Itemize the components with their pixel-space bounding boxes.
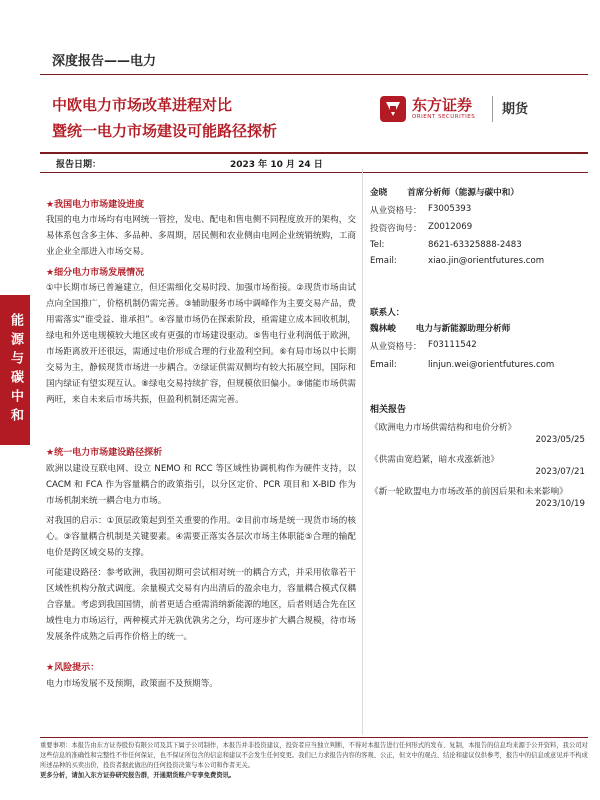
analyst-email-link[interactable]: xiao.jin@orientfutures.com [428, 256, 545, 266]
footer-divider [40, 737, 588, 738]
orient-logo-icon [380, 88, 570, 128]
related-item[interactable] [370, 421, 585, 445]
report-date-value: 2023 年 10 月 24 日 [230, 160, 323, 170]
analyst-block [370, 186, 585, 266]
contact-block [370, 306, 585, 370]
company-logo [380, 88, 570, 128]
section-body-path [46, 461, 356, 645]
related-date: 2023/07/21 [535, 467, 585, 477]
footer-tail: 更多分析，请加入东方证券研究报告群，开通期货账户专享免费资讯。 [40, 772, 236, 779]
analyst-name: 金晓 [370, 188, 388, 198]
analyst-row: 从业资格号： F3005393 [370, 204, 472, 216]
section-paragraph: 欧洲以建设互联电网、设立 NEMO 和 RCC 等区域性协调机构作为硬件支持，以 CACM 和 FCA 作为容量耦合的政策指引，以分区定价、PCR 项目和 X-BID 作为市场机制来统一耦合电力市场。 [46, 464, 356, 506]
sector-tab [0, 295, 30, 445]
section-body-risk [46, 676, 356, 692]
report-date-row [40, 152, 588, 173]
related-title: 《欧洲电力市场供需结构和电价分析》 [370, 423, 517, 433]
section-heading-risk: ★风险提示： [46, 663, 100, 673]
related-heading: 相关报告 [370, 405, 407, 415]
footer-disclaimer [40, 741, 588, 781]
title-line-1: 中欧电力市场改革进程对比 [52, 96, 233, 114]
related-date: 2023/05/25 [535, 435, 585, 445]
title-line-2: 暨统一电力市场建设可能路径探析 [52, 122, 278, 140]
contact-email-link[interactable]: linjun.wei@orientfutures.com [428, 360, 555, 370]
related-title: 《供需由宽趋紧，暗水戎涨新池》 [370, 455, 499, 465]
analyst-row: 投资咨询号： Z0012069 [370, 222, 473, 234]
contact-row: Email: linjun.wei@orientfutures.com [370, 360, 555, 370]
section-body-submarkets [46, 280, 356, 408]
logo-sub: 期货 [502, 102, 529, 117]
section-paragraph: 可能建设路径：参考欧洲，我国初期可尝试相对统一的耦合方式，并采用依靠若干区域性机构分散式调度。余量模式交易有内出清后的盈余电力，容量耦合模式仅耦合容量。考虑到我国国情，前者更适合亟需消纳新能源的地区，后者则适合先在区域性电力市场运行，两种模式并无孰优孰劣之分，均可逐步扩大耦合规模，待市场发展条件成熟之后再作价格上的统一。 [46, 568, 356, 642]
logo-brand-en: ORIENT SECURITIES [412, 114, 476, 120]
contact-label: 联系人： [370, 308, 405, 318]
report-type-label: 深度报告——电力 [52, 54, 157, 69]
contact-row: 从业资格号： F03111542 [370, 340, 477, 352]
column-divider [362, 168, 363, 735]
related-reports [370, 402, 585, 509]
section-paragraph: ①中长期市场已普遍建立，但还需细化交易时段、加强市场衔接。②现货市场由试点向全国推广，价格机制仍需完善。③辅助服务市场中调峰作为主要交易产品，费用需落实“谁受益、谁承担”。④容量市场仍在探索阶段，亟需建立成本回收机制，绿电和外送电规模较大地区或有更强的市场建设驱动。⑤售电行业利润低于欧洲，市场距离放开还很远，需通过电价形成合理的行业盈利空间。⑥有局市场以中长期交易为主，静候现货市场进一步耦合。⑦绿证供需双侧均有较大拓展空间，国际和国内绿证有望实现互认。⑧绿电交易持续扩容，但规模依旧偏小。⑨储能市场供需两旺，来自未来后市场共振，但盈利机制还需完善。 [46, 283, 356, 405]
related-item[interactable] [370, 453, 585, 477]
analyst-row: Tel: 8621-63325888-2483 [370, 240, 522, 250]
section-paragraph: 对我国的启示：①顶层政策起到至关重要的作用。②目前市场是统一现货市场的核心。③容量耦合机制是关键要素。④需要正落实各层次市场主体职能⑤合理的输配电价是跨区域交易的支撑。 [46, 516, 356, 558]
contact-title: 电力与新能源助理分析师 [415, 324, 511, 334]
section-paragraph: 电力市场发展不及预期，政策面不及预期等。 [46, 679, 218, 689]
related-date: 2023/10/19 [535, 499, 585, 509]
header-divider [40, 74, 588, 75]
section-heading-progress: ★我国电力市场建设进度 [46, 200, 145, 210]
sector-tab-text: 能源与碳中和 [8, 313, 23, 427]
report-date-label: 报告日期： [56, 160, 102, 170]
section-heading-submarkets: ★细分电力市场发展情况 [46, 268, 145, 278]
related-item[interactable] [370, 485, 585, 509]
logo-brand-cn: 东方证券 [412, 96, 473, 114]
related-title: 《新一轮欧盟电力市场改革的前因后果和未来影响》 [370, 487, 568, 497]
section-paragraph: 我国的电力市场均有电网统一管控，发电、配电和售电侧不同程度放开的架构，交易体系包含多主体、多品种、多周期，居民侧和农业侧由电网企业统销统购，工商业企业全部进入市场交易。 [46, 215, 356, 257]
analyst-title: 首席分析师（能源与碳中和） [407, 188, 519, 198]
section-heading-path: ★统一电力市场建设路径探析 [46, 448, 163, 458]
section-body-progress [46, 212, 356, 260]
analyst-row: Email: xiao.jin@orientfutures.com [370, 256, 545, 266]
logo-separator [492, 96, 493, 122]
footer-text: 重要事项：本报告由东方证券股份有限公司及其下属子公司制作，本报告并非投资建议，投资者应当独立判断，不得对本报告进行任何形式的发布、复制，本报告的信息均来源于公开资料，我公司对这些信息的准确性和完整性不作任何保证，也不保证所包含的信息和建议不会发生任何变更。我们已力求报告内容的客观、公正，但文中的观点、结论和建议仅供参考，报告中的信息或意见并不构成所述品种的买卖出价，投资者据此做出的任何投资决策与本公司和作者无关。 [40, 742, 588, 769]
contact-name: 魏林峻 [370, 324, 396, 334]
